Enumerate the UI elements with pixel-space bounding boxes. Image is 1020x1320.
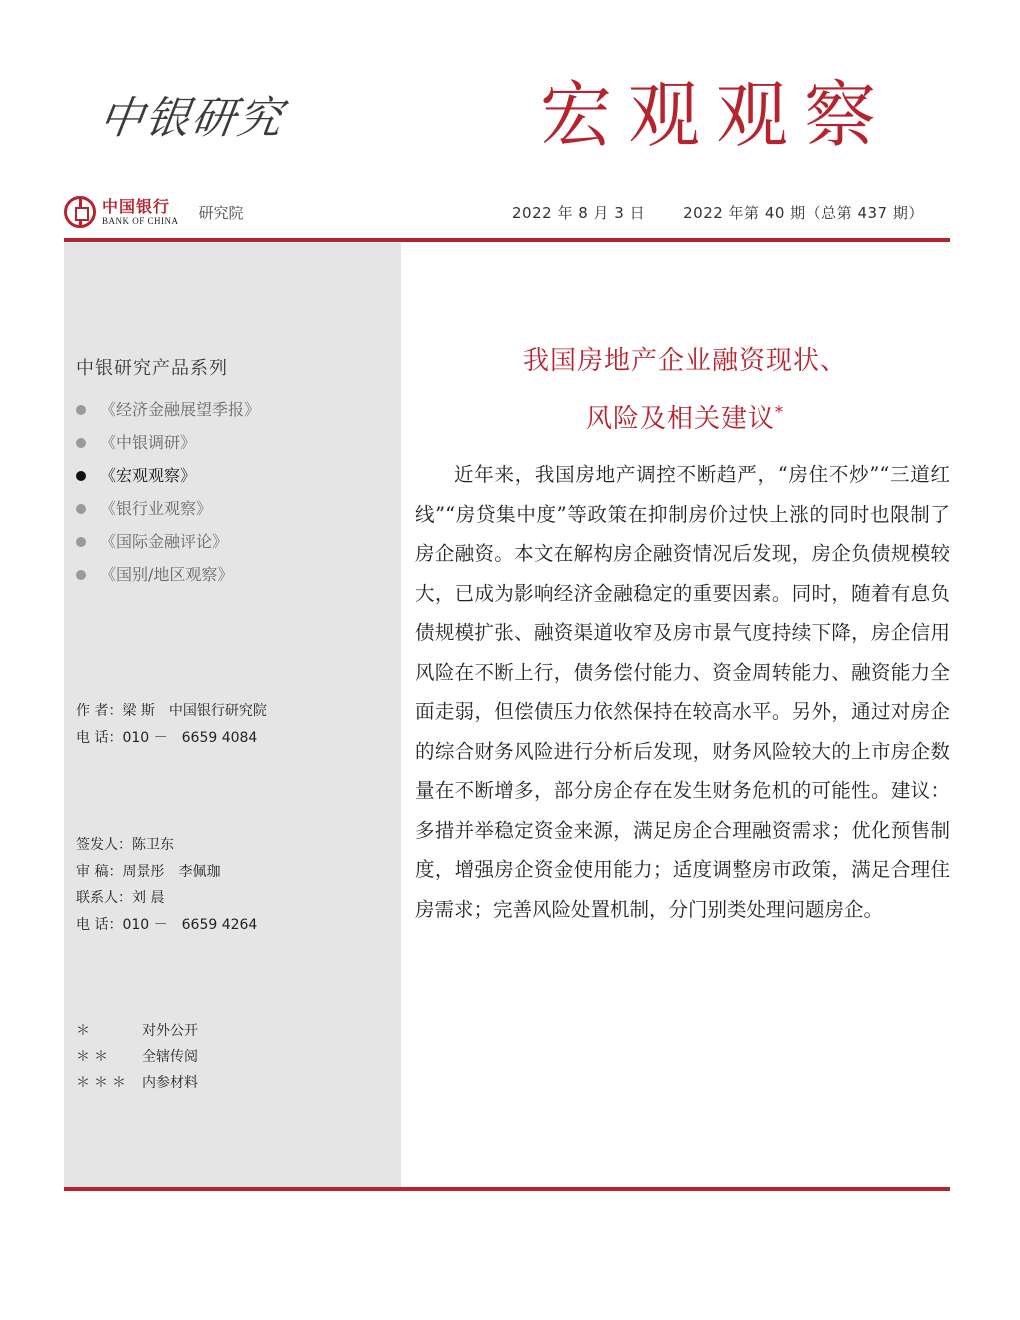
- brand-script-logo: 中银研究: [95, 93, 287, 144]
- series-item[interactable]: 《经济金融展望季报》: [76, 393, 260, 426]
- institute-label: 研究院: [198, 203, 244, 222]
- classification-item: ＊＊ 全辖传阅: [76, 1049, 198, 1065]
- bullet-icon: [76, 438, 86, 448]
- article-abstract: 近年来，我国房地产调控不断趋严，“房住不炒”“三道红线”“房贷集中度”等政策在抑制房价过快上涨的同时也限制了房企融资。本文在解构房企融资情况后发现，房企负债规模较大，已成为影响经济金融稳定的重要因素。同时，随着有息负债规模扩张、融资渠道收窄及房市景气度持续下降，房企信用风险在不断上行，债务偿付能力、资金周转能力、融资能力全面走弱，但偿债压力依然保持在较高水平。另外，通过对房企的综合财务风险进行分析后发现，财务风险较大的上市房企数量在不断增多，部分房企存在发生财务危机的可能性。建议：多措并举稳定资金来源，满足房企合理融资需求；优化预售制度，增强房企资金使用能力；适度调整房市政策，满足合理住房需求；完善风险处置机制，分门别类处理问题房企。: [415, 463, 950, 921]
- date-issue-line: [512, 202, 924, 223]
- series-title: 中银研究产品系列: [76, 358, 228, 379]
- bullet-icon: [76, 471, 86, 481]
- top-divider: [64, 238, 950, 242]
- signer-line: 签发人：陈卫东: [76, 837, 174, 853]
- bullet-icon: [76, 405, 86, 415]
- reviewer-line: 审 稿：周景彤 李佩珈: [76, 864, 221, 880]
- classification-legend: [76, 1018, 198, 1096]
- bottom-divider: [64, 1187, 950, 1191]
- article-title-line2: 风险及相关建议*: [585, 402, 784, 434]
- classification-item: ＊＊＊ 内参材料: [76, 1075, 198, 1091]
- classification-item: ＊ 对外公开: [76, 1023, 198, 1039]
- report-date: 2022 年 8 月 3 日: [512, 204, 646, 222]
- bank-emblem-icon: [64, 196, 96, 228]
- phone-line-contact: 电 话：010 － 6659 4264: [76, 917, 258, 933]
- series-list: [76, 393, 260, 591]
- footnote-mark: *: [775, 402, 784, 422]
- series-item[interactable]: 《中银调研》: [76, 426, 260, 459]
- series-item[interactable]: 《国际金融评论》: [76, 525, 260, 558]
- article-title-line1: 我国房地产企业融资现状、: [522, 346, 847, 376]
- series-item-active[interactable]: 《宏观观察》: [76, 459, 260, 492]
- series-item[interactable]: 《国别/地区观察》: [76, 558, 260, 591]
- report-series-title: 宏观观察: [540, 73, 893, 157]
- author-line: 作 者：梁 斯 中国银行研究院: [76, 703, 267, 719]
- issue-number: 2022 年第 40 期（总第 437 期）: [683, 204, 924, 222]
- bullet-icon: [76, 570, 86, 580]
- bank-name-en: BANK OF CHINA: [102, 215, 179, 226]
- contact-line: 联系人：刘 晨: [76, 890, 165, 906]
- phone-line-author: 电 话：010 － 6659 4084: [76, 730, 258, 746]
- bank-logo-text: [102, 198, 179, 227]
- bank-logo: [64, 192, 244, 232]
- bullet-icon: [76, 504, 86, 514]
- series-item[interactable]: 《银行业观察》: [76, 492, 260, 525]
- bank-name-cn: 中国银行: [102, 196, 171, 216]
- bullet-icon: [76, 537, 86, 547]
